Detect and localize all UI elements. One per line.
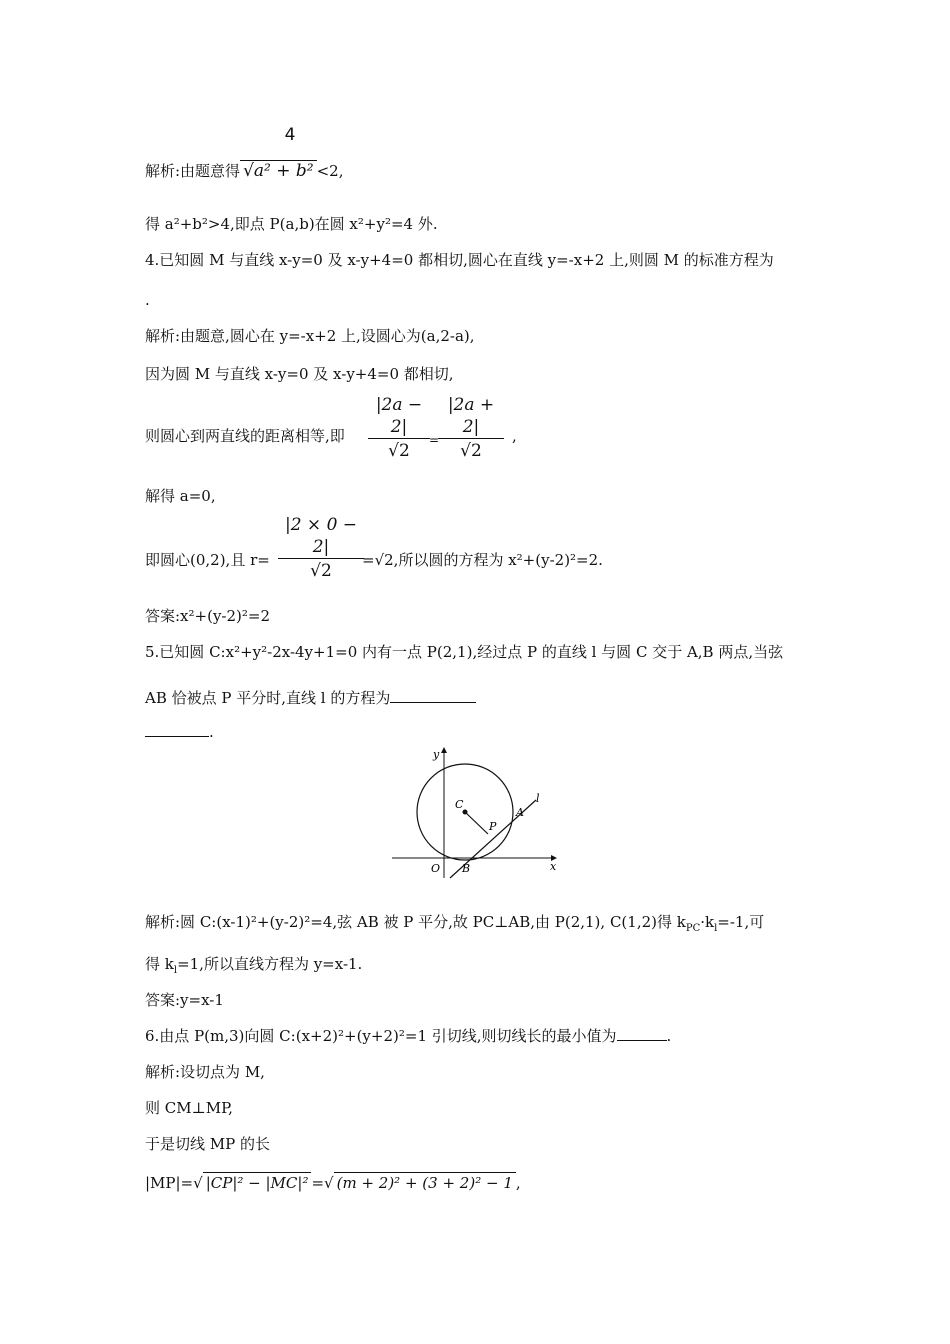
analysis-line: 于是切线 MP 的长: [145, 1135, 270, 1153]
question-end: .: [209, 723, 214, 741]
question-text: AB 恰被点 P 平分时,直线 l 的方程为: [145, 689, 391, 707]
question-end: .: [666, 1027, 672, 1045]
fraction-denominator: √2: [310, 561, 332, 581]
analysis-text: =-1,可: [717, 913, 765, 931]
analysis-text: =1,所以直线方程为 y=x-1.: [177, 955, 363, 973]
label-l: l: [536, 792, 540, 805]
sqrt-radicand: a² + b²: [253, 161, 314, 181]
answer-blank: [617, 1026, 667, 1041]
equals-sign: =: [311, 1174, 325, 1192]
analysis-line: [145, 954, 362, 981]
analysis-line: [145, 912, 764, 939]
fraction-numerator: |2 × 0 − 2|: [284, 515, 358, 557]
analysis-text: 解析:由题意得: [145, 162, 241, 180]
analysis-suffix: <2,: [316, 162, 344, 180]
sqrt-value: =√2: [362, 551, 394, 569]
analysis-text: 解析:圆 C:(x-1)²+(y-2)²=4,弦 AB 被 P 平分,故 PC⊥AB,由 P(2,1), C(1,2)得 k: [145, 913, 686, 931]
sqrt-symbol: √: [193, 1174, 203, 1192]
subscript: l: [714, 923, 718, 934]
fraction-radius: [278, 514, 364, 583]
sqrt-radicand: (m + 2)² + (3 + 2)² − 1: [334, 1172, 516, 1193]
subscript: l: [173, 965, 178, 976]
sqrt-symbol: √: [324, 1174, 334, 1192]
fraction-right: [438, 394, 504, 463]
analysis-line: 解得 a=0,: [145, 487, 216, 505]
question-5: 5.已知圆 C:x²+y²-2x-4y+1=0 内有一点 P(2,1),经过点 P 的直线 l 与圆 C 交于 A,B 两点,当弦: [145, 643, 784, 661]
fraction-denominator: √2: [388, 441, 410, 461]
analysis-text: ,: [515, 1174, 521, 1192]
segment-cp: [465, 812, 488, 834]
analysis-line: 则 CM⊥MP,: [145, 1099, 233, 1117]
answer-blank: [390, 688, 476, 703]
fraction-numerator: |2a + 2|: [447, 395, 495, 437]
fraction-numerator: 4: [284, 125, 296, 145]
analysis-line: [145, 426, 345, 446]
question-6: [145, 1026, 671, 1046]
analysis-text: ,所以圆的方程为 x²+(y-2)²=2.: [393, 551, 603, 569]
label-y: y: [433, 748, 440, 761]
analysis-text: ·k: [700, 913, 715, 931]
label-c: C: [455, 798, 464, 811]
question-5-line3: [145, 722, 214, 742]
analysis-line: [145, 1172, 521, 1193]
label-a: A: [516, 806, 524, 819]
question-4: 4.已知圆 M 与直线 x-y=0 及 x-y+4=0 都相切,圆心在直线 y=-x+2 上,则圆 M 的标准方程为: [145, 251, 774, 269]
analysis-suffix: ,: [512, 427, 517, 445]
analysis-line: 因为圆 M 与直线 x-y=0 及 x-y+4=0 都相切,: [145, 365, 454, 383]
equals-sign: =: [429, 433, 440, 447]
label-x: x: [550, 860, 557, 873]
fraction-4-over-sqrt: [252, 124, 328, 146]
analysis-text: 则圆心到两直线的距离相等,即: [145, 427, 345, 445]
analysis-line: 即圆心(0,2),且 r=: [145, 551, 270, 569]
sqrt-expression: √a² + b²: [240, 160, 317, 181]
analysis-line: [362, 550, 603, 570]
answer-blank: [145, 722, 209, 737]
analysis-text: |MP|=: [145, 1174, 194, 1192]
fraction-denominator: √2: [460, 441, 482, 461]
label-o: O: [431, 862, 441, 875]
analysis-line: 解析:设切点为 M,: [145, 1063, 265, 1081]
fraction-left: [368, 394, 430, 463]
analysis-line: 得 a²+b²>4,即点 P(a,b)在圆 x²+y²=4 外.: [145, 215, 438, 233]
subscript: PC: [685, 923, 701, 934]
sqrt-radicand: |CP|² − |MC|²: [203, 1172, 312, 1193]
fraction-numerator: |2a − 2|: [375, 395, 423, 437]
circle-line-figure: [388, 744, 568, 880]
answer-line: 答案:x²+(y-2)²=2: [145, 607, 271, 625]
question-text: 6.由点 P(m,3)向圆 C:(x+2)²+(y+2)²=1 引切线,则切线长的最小值为: [145, 1027, 617, 1045]
question-5-line2: [145, 688, 476, 708]
analysis-text: 得 k: [145, 955, 174, 973]
label-b: B: [462, 862, 471, 875]
analysis-line: 解析:由题意,圆心在 y=-x+2 上,设圆心为(a,2-a),: [145, 327, 475, 345]
answer-line: 答案:y=x-1: [145, 991, 224, 1009]
analysis-line: [145, 160, 344, 181]
label-p: P: [489, 820, 497, 833]
question-4-end: .: [145, 291, 150, 309]
